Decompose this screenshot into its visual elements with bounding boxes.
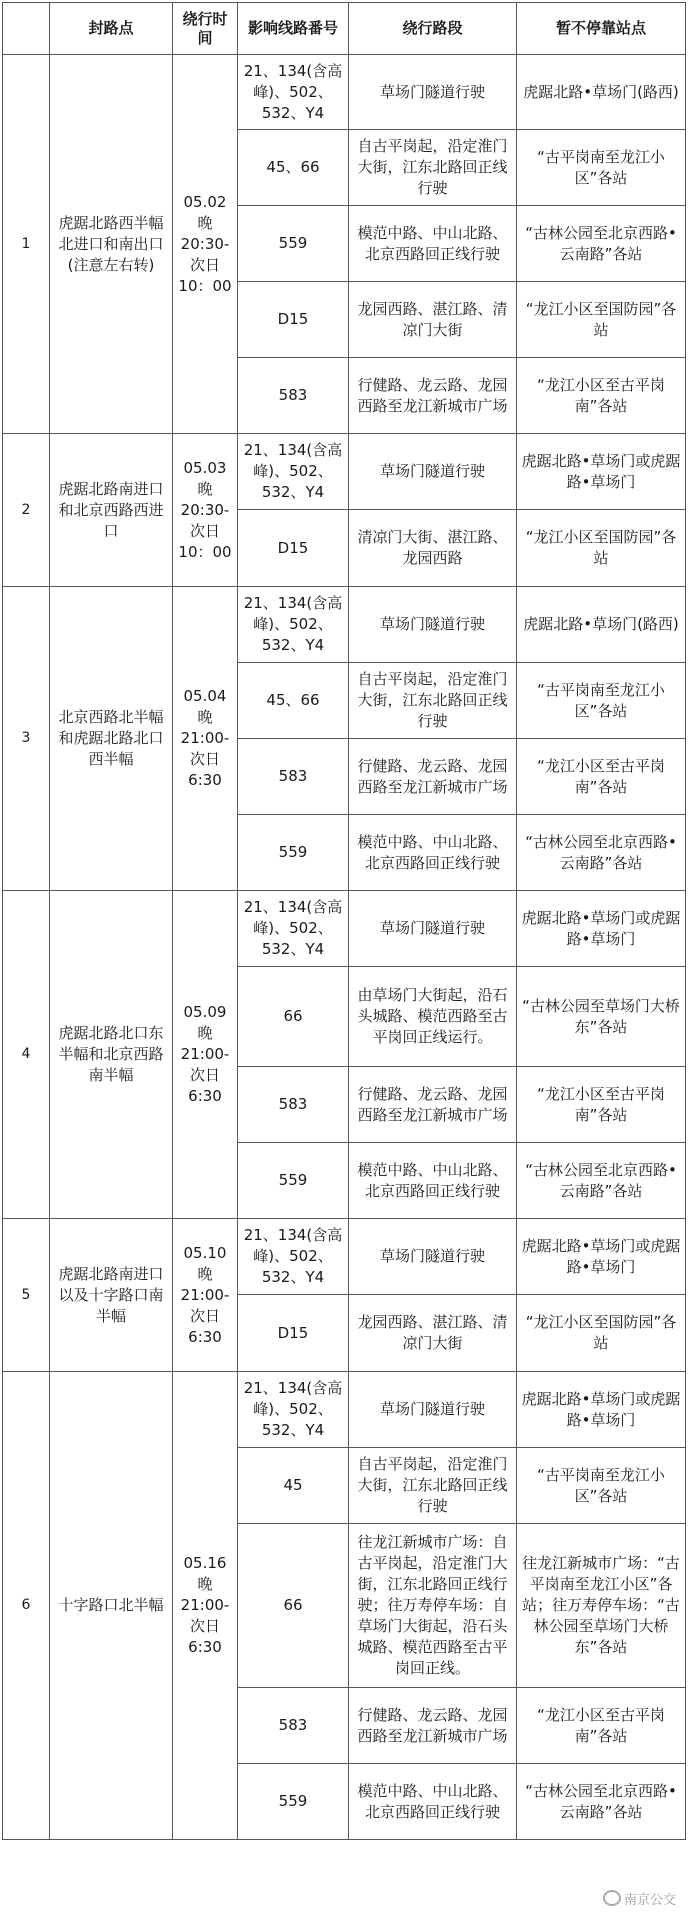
cell-stops: “龙江小区至国防园”各站	[517, 1295, 686, 1372]
watermark-text: 南京公交	[623, 1893, 676, 1908]
cell-detour-time: 05.04晚21:00-次日6:30	[173, 587, 238, 891]
cell-lines: D15	[238, 510, 349, 587]
cell-seq: 1	[3, 55, 50, 434]
cell-detour-time: 05.09晚21:00-次日6:30	[173, 891, 238, 1219]
cell-closure-point: 虎踞北路北口东半幅和北京西路南半幅	[50, 891, 173, 1219]
table-row	[3, 1219, 686, 1295]
cell-seq: 3	[3, 587, 50, 891]
table-header-row	[3, 3, 686, 55]
cell-route: 往龙江新城市广场：自古平岗起，沿定淮门大街，江东北路回正线行驶；往万寿停车场：自草场门大街起，沿石头城路、模范西路至古平岗回正线。	[349, 1524, 517, 1688]
cell-route: 草场门隧道行驶	[349, 1372, 517, 1448]
cell-lines: 66	[238, 967, 349, 1067]
cell-lines: 583	[238, 1067, 349, 1143]
cell-stops: “龙江小区至古平岗南”各站	[517, 358, 686, 434]
cell-stops: “古林公园至北京西路•云南路”各站	[517, 206, 686, 282]
cell-lines: 45、66	[238, 663, 349, 739]
cell-stops: 虎踞北路•草场门或虎踞路•草场门	[517, 434, 686, 510]
cell-lines: 66	[238, 1524, 349, 1688]
detour-table	[2, 2, 686, 1840]
cell-stops: 虎踞北路•草场门或虎踞路•草场门	[517, 891, 686, 967]
cell-route: 清凉门大街、湛江路、龙园西路	[349, 510, 517, 587]
cell-closure-point: 虎踞北路南进口以及十字路口南半幅	[50, 1219, 173, 1372]
cell-lines: 45、66	[238, 130, 349, 206]
header-detour-route: 绕行路段	[349, 3, 517, 55]
table-row	[3, 434, 686, 510]
cell-stops: 往龙江新城市广场：“古平岗南至龙江小区”各站；往万寿停车场：“古林公园至草场门大桥东”各站	[517, 1524, 686, 1688]
cell-route: 模范中路、中山北路、北京西路回正线行驶	[349, 206, 517, 282]
cell-route: 行健路、龙云路、龙园西路至龙江新城市广场	[349, 1067, 517, 1143]
cell-closure-point: 虎踞北路南进口和北京西路西进口	[50, 434, 173, 587]
cell-lines: 21、134(含高峰)、502、532、Y4	[238, 1372, 349, 1448]
cell-route: 草场门隧道行驶	[349, 1219, 517, 1295]
cell-lines: 45	[238, 1448, 349, 1524]
cell-stops: “龙江小区至国防园”各站	[517, 510, 686, 587]
cell-route: 草场门隧道行驶	[349, 891, 517, 967]
cell-stops: “龙江小区至古平岗南”各站	[517, 1688, 686, 1764]
cell-stops: “古林公园至草场门大桥东”各站	[517, 967, 686, 1067]
header-affected-lines: 影响线路番号	[238, 3, 349, 55]
cell-route: 行健路、龙云路、龙园西路至龙江新城市广场	[349, 739, 517, 815]
watermark	[603, 1889, 676, 1908]
cell-lines: 559	[238, 1764, 349, 1840]
cell-route: 由草场门大街起，沿石头城路、模范西路至古平岗回正线运行。	[349, 967, 517, 1067]
table-row	[3, 891, 686, 967]
cell-stops: 虎踞北路•草场门或虎踞路•草场门	[517, 1219, 686, 1295]
cell-stops: 虎踞北路•草场门(路西)	[517, 55, 686, 130]
cell-route: 自古平岗起，沿定淮门大街，江东北路回正线行驶	[349, 1448, 517, 1524]
cell-stops: “龙江小区至古平岗南”各站	[517, 739, 686, 815]
cell-seq: 5	[3, 1219, 50, 1372]
header-closure-point: 封路点	[50, 3, 173, 55]
cell-route: 模范中路、中山北路、北京西路回正线行驶	[349, 1764, 517, 1840]
cell-stops: “古平岗南至龙江小区”各站	[517, 1448, 686, 1524]
cell-stops: 虎踞北路•草场门(路西)	[517, 587, 686, 663]
cell-detour-time: 05.16晚21:00-次日6:30	[173, 1372, 238, 1840]
cell-route: 草场门隧道行驶	[349, 55, 517, 130]
cell-route: 龙园西路、湛江路、清凉门大街	[349, 1295, 517, 1372]
cell-lines: D15	[238, 1295, 349, 1372]
cell-seq: 4	[3, 891, 50, 1219]
cell-seq: 2	[3, 434, 50, 587]
header-seq	[3, 3, 50, 55]
cell-closure-point: 虎踞北路西半幅北进口和南出口(注意左右转)	[50, 55, 173, 434]
cell-stops: “龙江小区至国防园”各站	[517, 282, 686, 358]
cell-closure-point: 十字路口北半幅	[50, 1372, 173, 1840]
cell-lines: 21、134(含高峰)、502、532、Y4	[238, 587, 349, 663]
header-detour-time: 绕行时间	[173, 3, 238, 55]
cell-lines: 559	[238, 1143, 349, 1219]
cell-route: 自古平岗起，沿定淮门大街，江东北路回正线行驶	[349, 130, 517, 206]
cell-lines: 21、134(含高峰)、502、532、Y4	[238, 434, 349, 510]
table-row	[3, 1372, 686, 1448]
cell-route: 龙园西路、湛江路、清凉门大街	[349, 282, 517, 358]
cell-stops: “古林公园至北京西路•云南路”各站	[517, 815, 686, 891]
cell-route: 草场门隧道行驶	[349, 434, 517, 510]
cell-lines: 21、134(含高峰)、502、532、Y4	[238, 891, 349, 967]
weibo-icon	[603, 1890, 621, 1906]
cell-route: 模范中路、中山北路、北京西路回正线行驶	[349, 815, 517, 891]
table-row	[3, 587, 686, 663]
cell-lines: 21、134(含高峰)、502、532、Y4	[238, 1219, 349, 1295]
cell-detour-time: 05.02晚20:30-次日10：00	[173, 55, 238, 434]
cell-lines: 559	[238, 206, 349, 282]
cell-lines: 583	[238, 1688, 349, 1764]
cell-stops: “古林公园至北京西路•云南路”各站	[517, 1764, 686, 1840]
cell-route: 行健路、龙云路、龙园西路至龙江新城市广场	[349, 358, 517, 434]
cell-stops: “龙江小区至古平岗南”各站	[517, 1067, 686, 1143]
cell-lines: 583	[238, 358, 349, 434]
cell-lines: 583	[238, 739, 349, 815]
cell-lines: D15	[238, 282, 349, 358]
cell-lines: 21、134(含高峰)、502、532、Y4	[238, 55, 349, 130]
cell-stops: “古平岗南至龙江小区”各站	[517, 663, 686, 739]
cell-detour-time: 05.03晚20:30-次日10：00	[173, 434, 238, 587]
cell-lines: 559	[238, 815, 349, 891]
cell-route: 模范中路、中山北路、北京西路回正线行驶	[349, 1143, 517, 1219]
cell-detour-time: 05.10晚21:00-次日6:30	[173, 1219, 238, 1372]
cell-closure-point: 北京西路北半幅和虎踞北路北口西半幅	[50, 587, 173, 891]
cell-stops: “古林公园至北京西路•云南路”各站	[517, 1143, 686, 1219]
cell-route: 草场门隧道行驶	[349, 587, 517, 663]
cell-route: 自古平岗起，沿定淮门大街，江东北路回正线行驶	[349, 663, 517, 739]
header-skipped-stops: 暂不停靠站点	[517, 3, 686, 55]
cell-route: 行健路、龙云路、龙园西路至龙江新城市广场	[349, 1688, 517, 1764]
cell-stops: “古平岗南至龙江小区”各站	[517, 130, 686, 206]
cell-stops: 虎踞北路•草场门或虎踞路•草场门	[517, 1372, 686, 1448]
cell-seq: 6	[3, 1372, 50, 1840]
table-row	[3, 55, 686, 130]
